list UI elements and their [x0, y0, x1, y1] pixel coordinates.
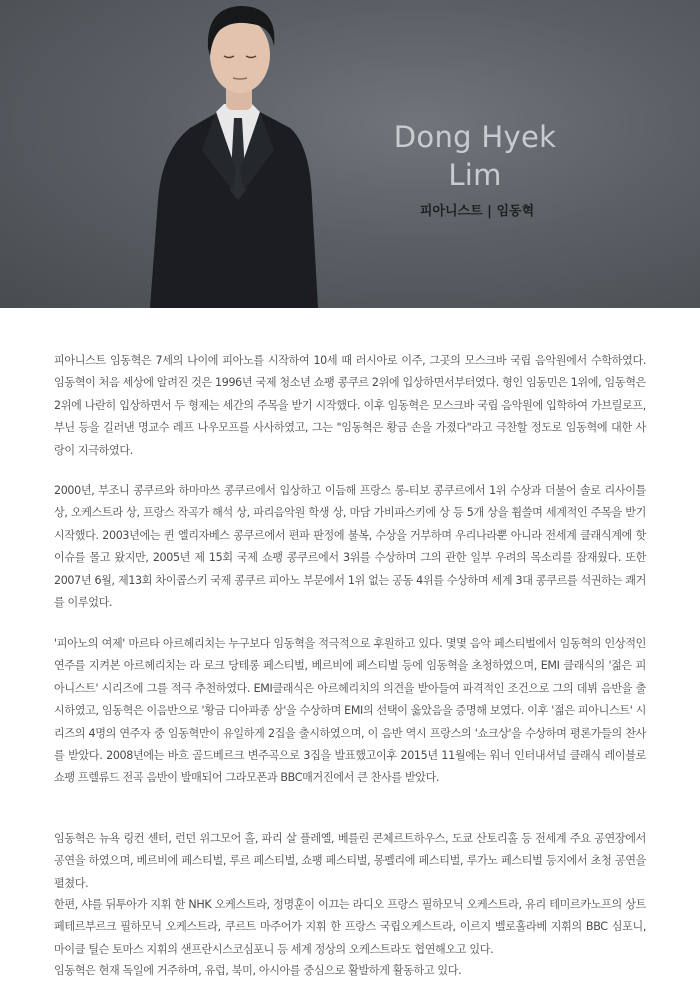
bio-paragraph-4: 임동혁은 뉴욕 링컨 센터, 런던 위그모어 홀, 파리 살 플레옐, 베를린 콘체르트하우스, 도쿄 산토리홀 등 전세계 주요 공연장에서 공연을 하였으며, 베르비에 페스티벌, 루르 페스티벌, 쇼팽 페스티벌, 몽펠리에 페스티벌, 루가노 페스티벌 등지에서 초청 공연을 펼쳤다.	[54, 832, 646, 890]
bio-paragraph-3: '피아노의 여제' 마르타 아르헤리치는 누구보다 임동혁을 적극적으로 후원하고 있다. 몇몇 음악 페스티벌에서 임동혁의 인상적인 연주를 지켜본 아르헤리치는 라 로크 당테롱 페스티벌, 베르비에 페스티벌 등에 임동혁을 초청하였으며, EMI 클래식의 '젊은 피아니스트' 시리즈에 그를 적극 추천하였다. EMI클래식은 아르헤리치의 의견을 받아들여 파격적인 조건으로 그의 데뷔 음반을 출시하였고, 임동혁은 이음반으로 '황금 디아파종 상'을 수상하며 EMI의 선택이 옳았음을 증명해 보였다. 이후 '젊은 피아니스트' 시리즈의 4명의 연주자 중 임동혁만이 유일하게 2집을 출시하였으며, 이 음반 역시 프랑스의 '쇼크상'을 수상하며 평론가들의 찬사를 받았다. 2008년에는 바흐 골드베르크 변주곡으로 3집을 발표했고이후 2015년 11월에는 워너 인터내셔널 클래식 레이블로 쇼팽 프렐류드 전곡 음반이 발매되어 그라모폰과 BBC매거진에서 큰 찬사를 받았다.	[54, 637, 646, 785]
pianist-portrait	[140, 0, 340, 308]
bio-paragraph-2: 2000년, 부조니 콩쿠르와 하마마쓰 콩쿠르에서 입상하고 이듬해 프랑스 롱-티보 콩쿠르에서 1위 수상과 더불어 솔로 리사이틀 상, 오케스트라 상, 프랑스 작곡가 해석 상, 파리음악원 학생 상, 마담 가비파스키에 상 등 5개 상을 휩쓸며 세계적인 주목을 받기 시작했다. 2003년에는 퀸 엘리자베스 콩쿠르에서 편파 판정에 불복, 수상을 거부하며 우리나라뿐 아니라 전세계 클래식계에 핫 이슈를 몰고 왔지만, 2005년 제 15회 국제 쇼팽 콩쿠르에서 3위를 수상하며 그의 관한 일부 우려의 목소리를 잠재웠다. 또한 2007년 6월, 제13회 차이콥스키 국제 콩쿠르 피아노 부문에서 1위 없는 공동 4위를 수상하며 세계 3대 콩쿠르를 석권하는 쾌거를 이루었다.	[54, 484, 646, 610]
hero-banner	[0, 0, 700, 308]
bio-paragraph-1: 피아니스트 임동혁은 7세의 나이에 피아노를 시작하여 10세 때 러시아로 이주, 그곳의 모스크바 국립 음악원에서 수학하였다. 임동혁이 처음 세상에 알려진 것은 1996년 국제 청소년 쇼팽 콩쿠르 2위에 입상하면서부터였다. 형인 임동민은 1위에, 임동혁은 2위에 나란히 입상하면서 두 형제는 세간의 주목을 받기 시작했다. 이후 임동혁은 모스크바 국립 음악원에 입학하여 가브릴로프, 부닌 등을 길러낸 명교수 레프 나우모프를 사사하였고, 그는 "임동혁은 황금 손을 가졌다"라고 극찬할 정도로 임동혁에 대한 사랑이 지극하였다.	[54, 354, 646, 457]
artist-name-line1: Dong Hyek	[393, 120, 557, 154]
artist-name-line2: Lim	[448, 158, 502, 192]
biography	[0, 308, 700, 1000]
artist-name-english	[370, 118, 580, 194]
bio-paragraph-5: 한편, 샤를 뒤투아가 지휘 한 NHK 오케스트라, 정명훈이 이끄는 라디오 프랑스 필하모닉 오케스트라, 유리 테미르카노프의 상트페테르부르크 필하모닉 오케스트라, 쿠르트 마주어가 지휘 한 프랑스 국립오케스트라, 이르지 벨로훌라베 지휘의 BBC 심포니, 마이클 틸슨 토마스 지휘의 샌프란시스코심포니 등 세계 정상의 오케스트라도 협연해오고 있다.	[54, 898, 646, 956]
artist-role-label: 피아니스트 | 임동혁	[419, 204, 535, 219]
bio-paragraph-6: 임동혁은 현재 독일에 거주하며, 유럽, 북미, 아시아를 중심으로 활발하게 활동하고 있다.	[54, 964, 462, 977]
